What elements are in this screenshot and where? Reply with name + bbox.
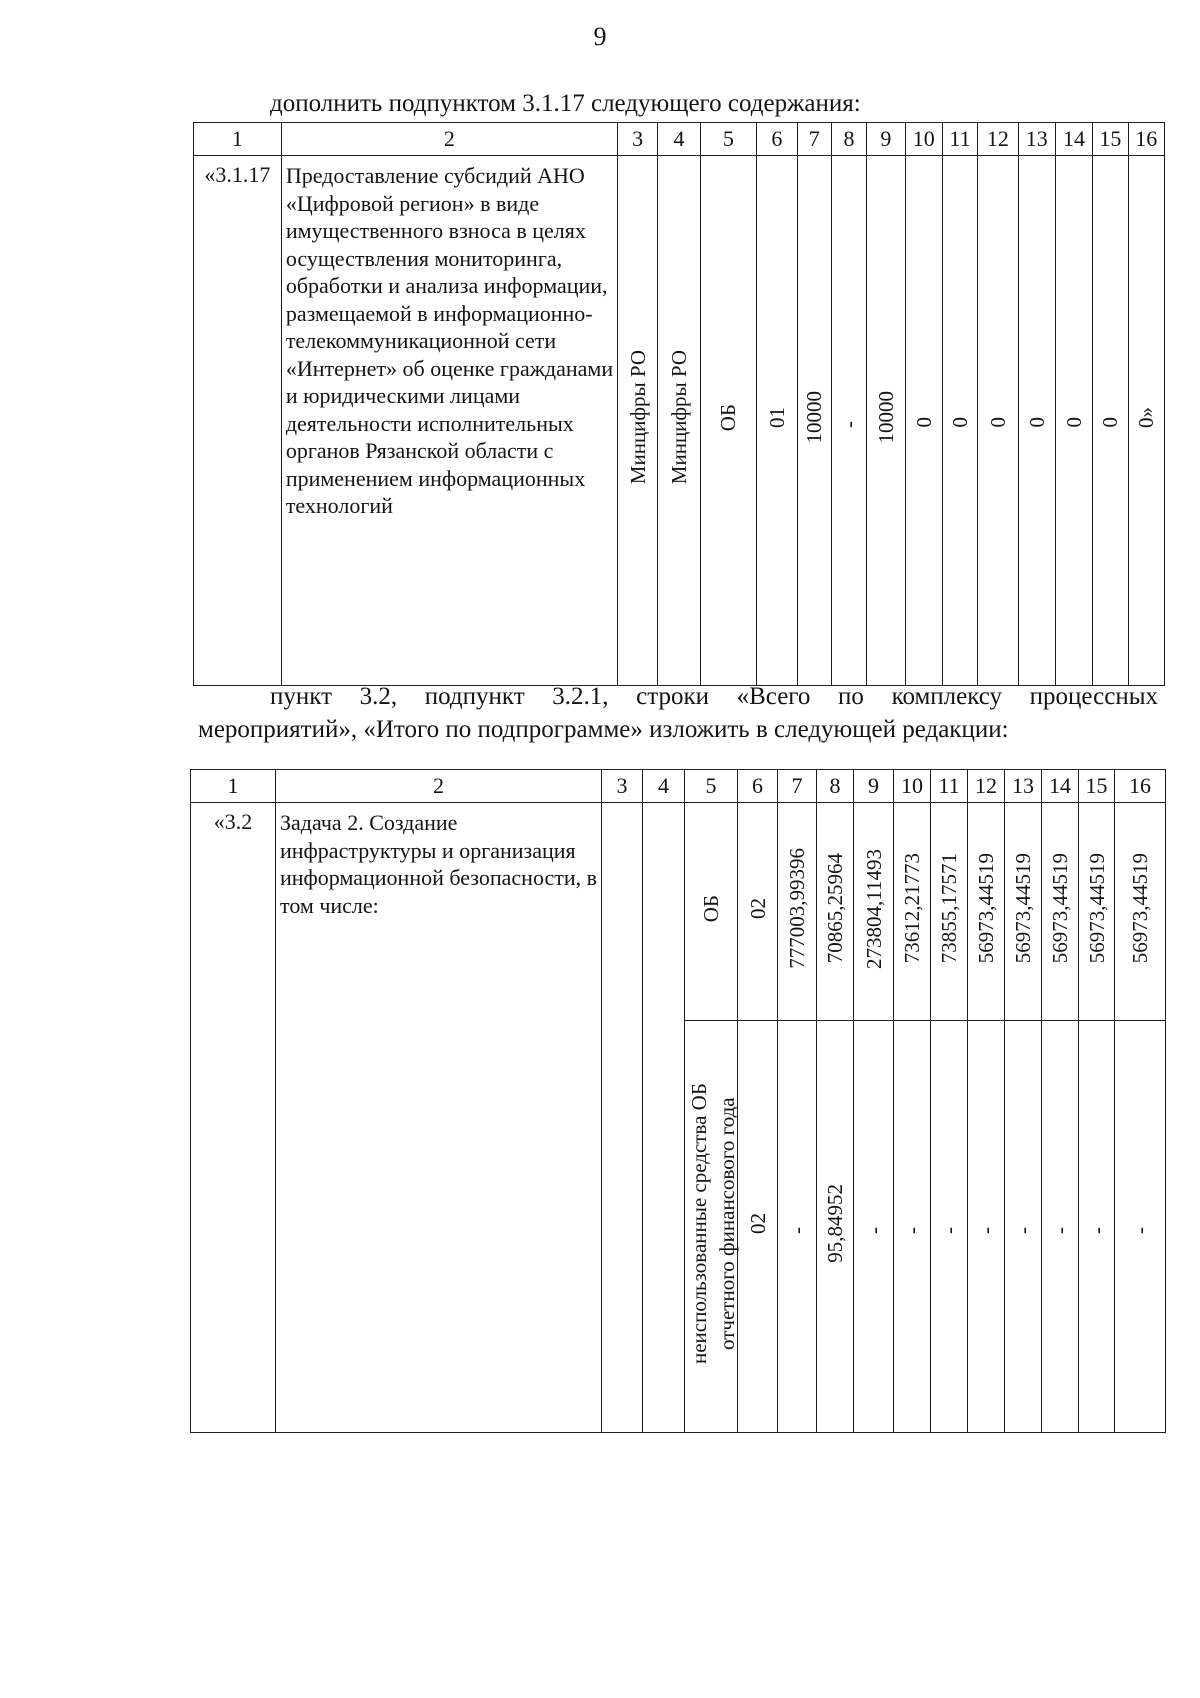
cell-col13: 0 [1018,156,1055,686]
header-col: 14 [1042,770,1079,803]
paragraph-line: мероприятий», «Итого по подпрограмме» изложить в следующей редакции: [198,716,1009,743]
intro-text: дополнить подпунктом 3.1.17 следующего содержания: [270,90,861,117]
cell-col11: 0 [942,156,977,686]
header-col: 12 [968,770,1005,803]
header-col: 4 [643,770,685,803]
header-col: 15 [1093,123,1128,156]
cell-col9: 273804,11493 [854,803,894,1021]
table1-data-row [194,156,1165,686]
cell-col3: Минцифры РО [617,156,657,686]
cell-col11: 73855,17571 [931,803,968,1021]
paragraph-3-2 [198,680,1158,746]
table2-row-ob [191,803,1166,1021]
cell-col15: 56973,44519 [1079,803,1115,1021]
header-col: 9 [867,123,905,156]
cell-col6: 01 [757,156,797,686]
table2-header-row [191,770,1166,803]
page-number: 9 [593,22,607,51]
cell-col7: 10000 [797,156,831,686]
header-col: 15 [1079,770,1115,803]
cell-col5: ОБ [685,803,738,1021]
table-item-3-2 [190,769,1166,1433]
cell-col9: 10000 [867,156,905,686]
cell-col10: - [894,1021,931,1433]
cell-col15: - [1079,1021,1115,1433]
header-col: 16 [1128,123,1164,156]
cell-col12: 56973,44519 [968,803,1005,1021]
header-col: 1 [191,770,276,803]
header-col: 10 [905,123,942,156]
header-col: 2 [276,770,602,803]
header-col: 10 [894,770,931,803]
cell-col12: 0 [978,156,1018,686]
cell-col12: - [968,1021,1005,1433]
header-col: 2 [281,123,617,156]
cell-col16: 0» [1128,156,1164,686]
cell-col11: - [931,1021,968,1433]
header-col: 6 [738,770,778,803]
header-col: 13 [1005,770,1042,803]
header-col: 3 [617,123,657,156]
cell-col14: 0 [1055,156,1092,686]
header-col: 4 [658,123,700,156]
cell-col7: - [778,1021,817,1433]
row-description: Предоставление субсидий АНО «Цифровой регион» в виде имущественного взноса в целях осуществления мониторинга, обработки и анализа информации, размещаемой в информационно-телекоммуникационной сети «Интернет» об оценке гражданами и юридическими лицами деятельности исполнительных органов Рязанской области с применением информационных технологий [281,156,617,686]
cell-col16: 56973,44519 [1115,803,1166,1021]
header-col: 16 [1115,770,1166,803]
cell-col5: ОБ [700,156,757,686]
cell-col5: неиспользованные средства ОБ отчетного финансового года [685,1021,738,1433]
header-col: 6 [757,123,797,156]
cell-col8: 95,84952 [817,1021,854,1433]
paragraph-line: пункт 3.2, подпункт 3.2.1, строки «Всего по комплексу процессных [270,683,1158,710]
cell-col16: - [1115,1021,1166,1433]
cell-col4 [643,803,685,1433]
row-number: «3.1.17 [194,156,282,686]
cell-col3 [602,803,643,1433]
cell-col10: 73612,21773 [894,803,931,1021]
cell-col13: 56973,44519 [1005,803,1042,1021]
table1-header-row [194,123,1165,156]
table-subitem-3-1-17 [193,122,1165,686]
cell-col14: - [1042,1021,1079,1433]
cell-col6: 02 [738,1021,778,1433]
cell-col8: - [831,156,866,686]
header-col: 11 [942,123,977,156]
header-col: 7 [797,123,831,156]
header-col: 5 [685,770,738,803]
cell-col9: - [854,1021,894,1433]
header-col: 12 [978,123,1018,156]
header-col: 5 [700,123,757,156]
header-col: 1 [194,123,282,156]
cell-col15: 0 [1093,156,1128,686]
header-col: 13 [1018,123,1055,156]
header-col: 11 [931,770,968,803]
row-description: Задача 2. Создание инфраструктуры и организация информационной безопасности, в том числе: [276,803,602,1433]
cell-col13: - [1005,1021,1042,1433]
header-col: 14 [1055,123,1092,156]
header-col: 8 [817,770,854,803]
cell-col10: 0 [905,156,942,686]
row-number: «3.2 [191,803,276,1433]
header-col: 9 [854,770,894,803]
cell-col4: Минцифры РО [658,156,700,686]
cell-col8: 70865,25964 [817,803,854,1021]
header-col: 7 [778,770,817,803]
cell-col6: 02 [738,803,778,1021]
header-col: 8 [831,123,866,156]
cell-col7: 777003,99396 [778,803,817,1021]
header-col: 3 [602,770,643,803]
cell-col14: 56973,44519 [1042,803,1079,1021]
